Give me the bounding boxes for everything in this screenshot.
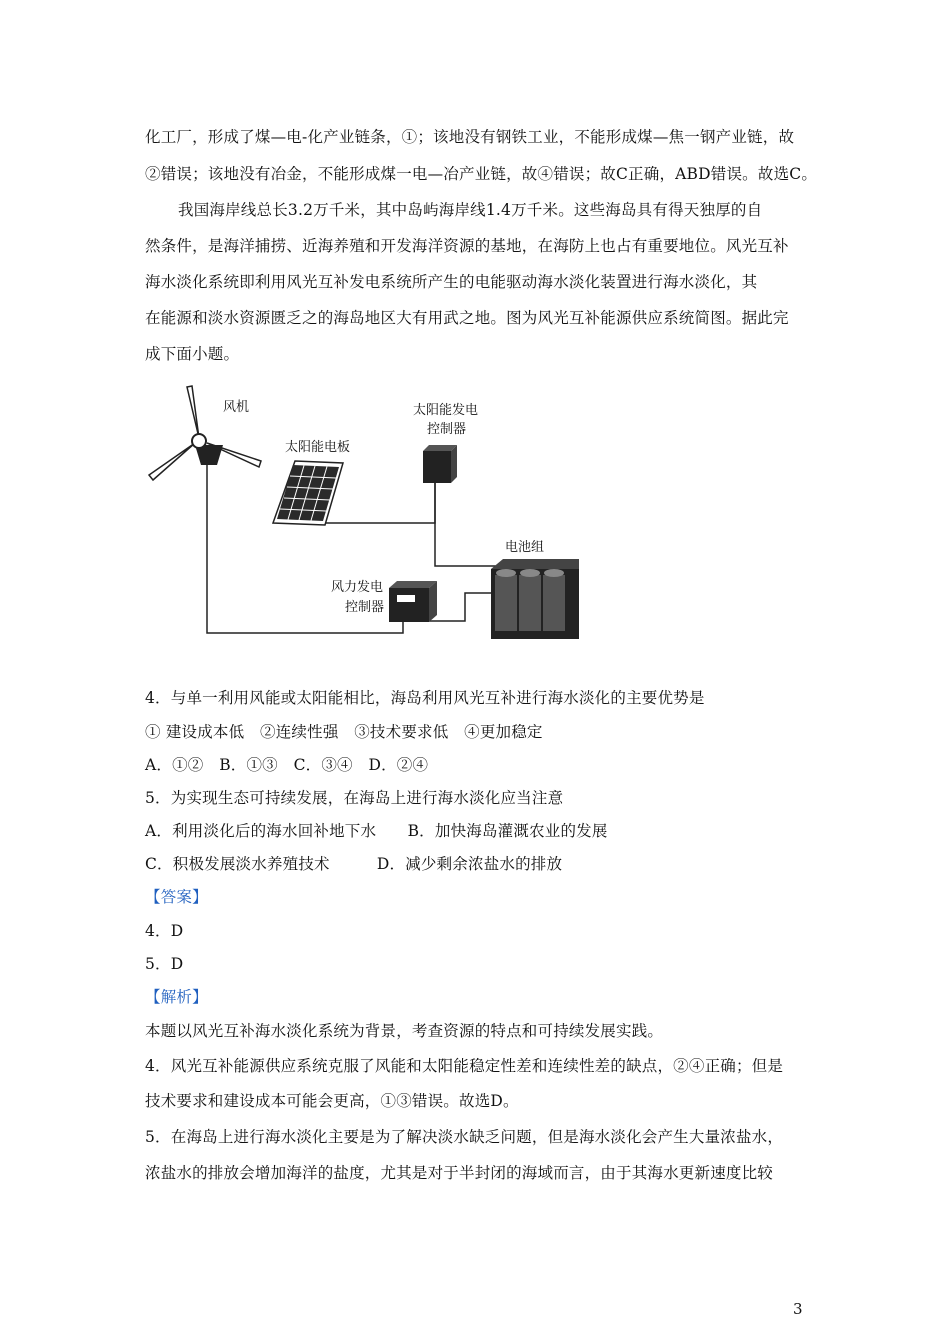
question-4-choices: A．①② B．①③ C．③④ D．②④ (145, 756, 429, 774)
battery-pack-label: 电池组 (505, 540, 545, 555)
wire-controller-battery (435, 483, 505, 566)
analysis-line: 浓盐水的排放会增加海洋的盐度，尤其是对于半封闭的海域而言，由于其海水更新速度比较 (145, 1164, 774, 1182)
analysis-heading: 【解析】 (145, 988, 208, 1006)
page-number: 3 (793, 1300, 803, 1318)
text-line: 海水淡化系统即利用风光互补发电系统所产生的电能驱动海水淡化装置进行海水淡化，其 (145, 273, 758, 291)
wind-controller-icon (389, 581, 437, 622)
answer-4: 4．D (145, 922, 184, 940)
solar-controller-label-1: 太阳能发电 (413, 403, 479, 418)
text-line: 成下面小题。 (145, 345, 240, 363)
text-line: 我国海岸线总长3.2万千米，其中岛屿海岸线1.4万千米。这些海岛具有得天独厚的自 (178, 201, 763, 219)
solar-panel-icon (273, 461, 343, 525)
wire-solar (323, 475, 435, 523)
wind-controller-label-2: 控制器 (345, 600, 385, 615)
text-line: 在能源和淡水资源匮乏之的海岛地区大有用武之地。图为风光互补能源供应系统简图。据此完 (145, 309, 789, 327)
analysis-line: 技术要求和建设成本可能会更高，①③错误。故选D。 (145, 1092, 519, 1110)
text-line: 然条件，是海洋捕捞、近海养殖和开发海洋资源的基地，在海防上也占有重要地位。风光互补 (145, 237, 789, 255)
battery-pack-icon (491, 559, 579, 639)
analysis-line: 5．在海岛上进行海水淡化主要是为了解决淡水缺乏问题，但是海水淡化会产生大量浓盐水， (145, 1128, 784, 1146)
question-4-options: ① 建设成本低 ②连续性强 ③技术要求低 ④更加稳定 (145, 723, 543, 741)
text-line: 化工厂，形成了煤—电-化产业链条，①；该地没有钢铁工业，不能形成煤—焦一钢产业链，故 (145, 128, 795, 146)
question-5-choices-ab: A．利用淡化后的海水回补地下水 B．加快海岛灌溉农业的发展 (145, 822, 608, 840)
solar-controller-label-2: 控制器 (427, 422, 467, 437)
question-5-stem: 5．为实现生态可持续发展，在海岛上进行海水淡化应当注意 (145, 789, 564, 807)
text-line: ②错误；该地没有冶金，不能形成煤一电—冶产业链，故④错误；故C正确，ABD错误。故选C。 (145, 165, 818, 183)
analysis-line: 本题以风光互补海水淡化系统为背景，考查资源的特点和可持续发展实践。 (145, 1022, 664, 1040)
solar-controller-icon (423, 445, 457, 483)
answer-heading: 【答案】 (145, 888, 208, 906)
question-5-choices-cd: C．积极发展淡水养殖技术 D．减少剩余浓盐水的排放 (145, 855, 563, 873)
energy-system-diagram (145, 383, 585, 653)
wind-turbine-label: 风机 (223, 400, 250, 415)
analysis-line: 4．风光互补能源供应系统克服了风能和太阳能稳定性差和连续性差的缺点，②④正确；但是 (145, 1057, 784, 1075)
solar-panel-label: 太阳能电板 (285, 440, 351, 455)
answer-5: 5．D (145, 955, 184, 973)
wind-controller-label-1: 风力发电 (331, 580, 384, 595)
question-4-stem: 4．与单一利用风能或太阳能相比，海岛利用风光互补进行海水淡化的主要优势是 (145, 689, 705, 707)
